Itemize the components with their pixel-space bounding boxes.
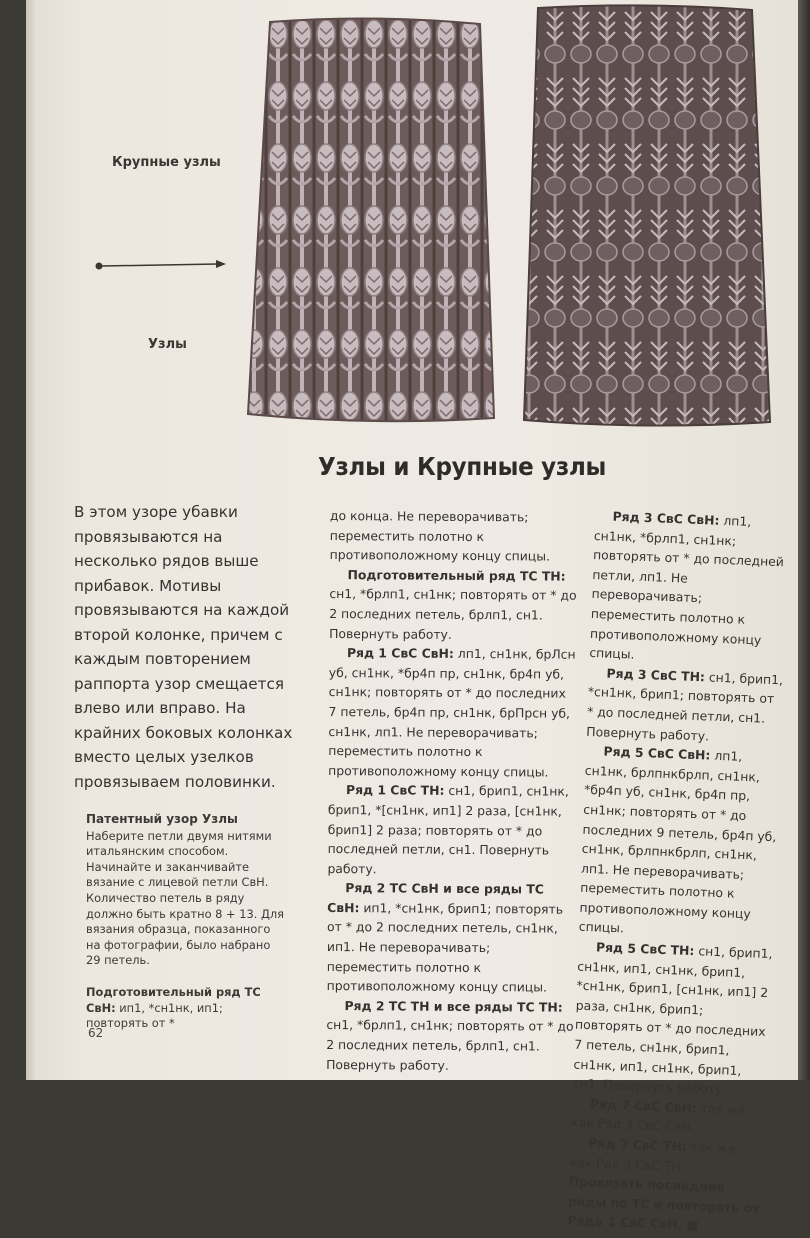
label-knots: Узлы <box>148 337 187 352</box>
row-heading: Ряд 3 СвС ТН: <box>606 665 706 685</box>
instruction-row <box>327 878 576 997</box>
row-text: Провязать последние ряды по ТС и повторять от Ряда 1 СвС СвН. ■ <box>567 1173 760 1233</box>
row-text: так же, как Ряд 3 СвС ТН. <box>569 1139 741 1174</box>
row-text: лп1, сн1нк, *брлп1, сн1нк; повторять от * до последней петли, лп1. Не переворачивать; переместить полотно к противоположному концу спицы. <box>589 512 785 662</box>
row-text: лп1, сн1нк, брЛсн уб, сн1нк, *бр4п пр, сн1нк, бр4п уб, сн1нк; повторять от * до последних 7 петель, бр4п пр, сн1нк, брПрсн уб, сн1нк, лп1. Не переворачивать; переместить полотно к противоположному концу спицы. <box>328 646 576 780</box>
sidebar-row-head: Подготовительный ряд ТС СвН: <box>86 984 261 1015</box>
row-text: сн1, *брлп1, сн1нк; повторять от * до 2 последних петель, брлп1, сн1. Повернуть работу. <box>329 586 577 642</box>
row-text: до конца. Не переворачивать; переместить полотно к противоположному концу спицы. <box>329 507 551 564</box>
instruction-row <box>326 996 575 1076</box>
row-heading: Ряд 7 СвС ТН: <box>588 1135 688 1154</box>
row-text: ип1, *сн1нк, брип1; повторять от * до 2 последних петель, сн1нк, ип1. Не переворачивать; переместить полотно к противоположному концу спицы. <box>326 900 564 995</box>
row-heading: Ряд 5 СвС СвН: <box>603 743 711 763</box>
sidebar-row-text: ип1, *сн1нк, ип1; повторять от * <box>86 1000 223 1031</box>
instruction-row <box>330 506 578 567</box>
label-large-knots: Крупные узлы <box>112 155 221 170</box>
sidebar-body: Наберите петли двумя нитями итальянским способом. Начинайте и заканчивайте вязание с лицевой петли СвН. Количество петель в ряду должно быть кратно 8 + 13. Для вязания образца, показанного на фотографии, было набрано 29 петель. <box>86 828 284 968</box>
instruction-row <box>567 1172 764 1238</box>
row-heading: Ряд 3 СвС СвН: <box>612 508 720 528</box>
row-heading: Ряд 5 СвС ТН: <box>595 939 695 959</box>
swatch-photo-large-knots <box>516 2 776 428</box>
swatch-photo-knots <box>242 14 507 426</box>
instructions-column-2 <box>326 506 578 1076</box>
page-title: Узлы и Крупные узлы <box>318 452 607 481</box>
instruction-row <box>327 780 576 880</box>
row-heading: Ряд 1 СвС СвН: <box>346 645 454 662</box>
row-heading: Ряд 1 СвС ТН: <box>345 782 445 799</box>
row-heading: Ряд 2 ТС ТН и все ряды ТС ТН: <box>344 997 563 1015</box>
instruction-row <box>328 643 577 782</box>
row-text: сн1, брип1, сн1нк, брип1, *[сн1нк, ип1] 2 раза, [сн1нк, брип1] 2 раза; повторять от * до последней петли, сн1. Повернуть работу. <box>327 783 569 877</box>
row-text: лп1, сн1нк, брлпнкбрлп, сн1нк, *бр4п уб, сн1нк, бр4п пр, сн1нк; повторять от * до последних 9 петель, бр4п уб, сн1нк, брлпнкбрлп, сн1нк, лп1. Не переворачивать; переместить полотно к противоположному концу спицы. <box>578 747 777 936</box>
instruction-row <box>586 663 784 749</box>
row-text: так же, как Ряд 3 СвС СвН. <box>571 1100 751 1135</box>
sidebar-heading: Патентный узор Узлы <box>86 812 238 826</box>
arrow-pointer <box>94 258 228 274</box>
instruction-row <box>329 565 578 645</box>
row-text: сн1, брип1, сн1нк, ип1, сн1нк, брип1, *сн1нк, брип1, [сн1нк, ип1] 2 раза, сн1нк, брип1; повторять от * до последних 7 петель, сн1нк, брип1, сн1нк, ип1, сн1нк, брип1, сн1. Повернуть работу. <box>572 943 773 1097</box>
row-heading: Подготовительный ряд ТС ТН: <box>347 566 566 584</box>
page-edge <box>798 0 810 1080</box>
sidebar-note <box>86 812 286 1032</box>
intro-paragraph: В этом узоре убавки провязываются на несколько рядов выше прибавок. Мотивы провязываются на каждой второй колонке, причем с каждым повторением раппорта узор смещается влево или вправо. На крайних боковых колонках вместо целых узелков провязываем половинки. <box>74 503 293 791</box>
instruction-row <box>572 937 773 1101</box>
instructions-column-3 <box>567 506 790 1238</box>
row-text: сн1, брип1, *сн1нк, брип1; повторять от * до последней петли, сн1. Повернуть работу. <box>586 669 784 744</box>
row-heading: Ряд 7 СвС СвН: <box>589 1096 698 1116</box>
sidebar-row <box>86 985 286 1032</box>
page-number: 62 <box>88 1026 104 1040</box>
instruction-row <box>578 741 780 944</box>
row-text: сн1, *брлп1, сн1нк; повторять от * до 2 последних петель, брлп1, сн1. Повернуть работу. <box>326 1017 574 1073</box>
instruction-row <box>589 506 790 670</box>
intro-text <box>74 500 304 794</box>
row-heading: Ряд 2 ТС СвН и все ряды ТС СвН: <box>327 880 544 916</box>
page-binding <box>26 0 36 1080</box>
